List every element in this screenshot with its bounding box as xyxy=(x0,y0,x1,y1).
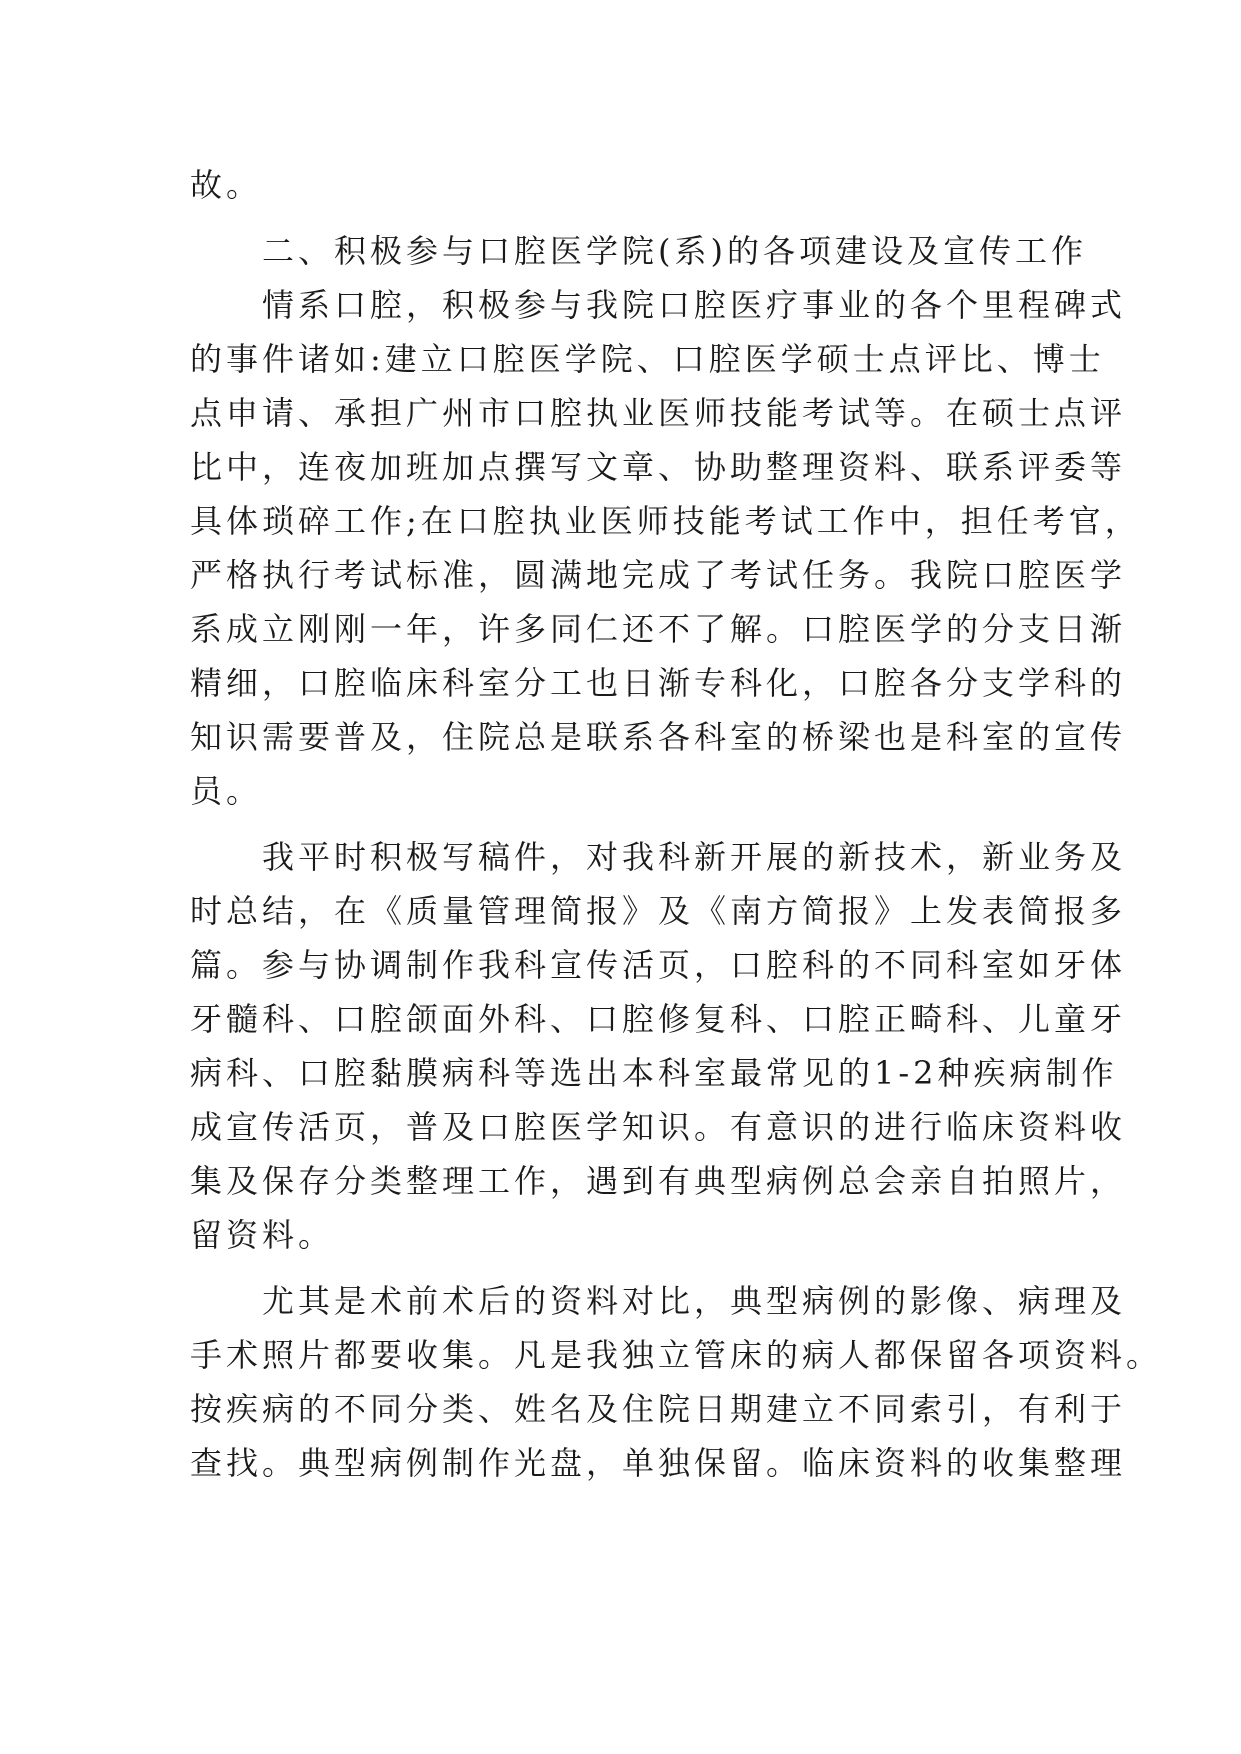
text-line: 尤其是术前术后的资料对比，典型病例的影像、病理及 xyxy=(262,1282,1127,1320)
text-line: 情系口腔，积极参与我院口腔医疗事业的各个里程碑式 xyxy=(262,286,1127,324)
text-line: 牙髓科、口腔颌面外科、口腔修复科、口腔正畸科、儿童牙 xyxy=(190,1000,1127,1038)
text-line: 严格执行考试标准，圆满地完成了考试任务。我院口腔医学 xyxy=(190,556,1127,594)
body-text xyxy=(190,158,1163,1490)
text-line: 点申请、承担广州市口腔执业医师技能考试等。在硕士点评 xyxy=(190,394,1127,432)
text-line: 病科、口腔黏膜病科等选出本科室最常见的1-2种疾病制作 xyxy=(190,1054,1118,1092)
text-line: 系成立刚刚一年，许多同仁还不了解。口腔医学的分支日渐 xyxy=(190,610,1127,648)
text-line: 按疾病的不同分类、姓名及住院日期建立不同索引，有利于 xyxy=(190,1390,1127,1428)
text-line: 查找。典型病例制作光盘，单独保留。临床资料的收集整理 xyxy=(190,1444,1127,1482)
text-line: 的事件诸如:建立口腔医学院、口腔医学硕士点评比、博士 xyxy=(190,340,1105,378)
text-line: 留资料。 xyxy=(190,1216,335,1254)
text-line: 员。 xyxy=(190,772,263,810)
text-line: 故。 xyxy=(190,166,263,204)
text-line: 比中，连夜加班加点撰写文章、协助整理资料、联系评委等 xyxy=(190,448,1127,486)
text-line: 具体琐碎工作;在口腔执业医师技能考试工作中，担任考官， xyxy=(190,502,1141,540)
text-line: 集及保存分类整理工作，遇到有典型病例总会亲自拍照片， xyxy=(190,1162,1127,1200)
text-line: 篇。参与协调制作我科宣传活页，口腔科的不同科室如牙体 xyxy=(190,946,1127,984)
text-line: 时总结，在《质量管理简报》及《南方简报》上发表简报多 xyxy=(190,892,1127,930)
text-line: 二、积极参与口腔医学院(系)的各项建设及宣传工作 xyxy=(262,232,1087,270)
text-line: 知识需要普及，住院总是联系各科室的桥梁也是科室的宣传 xyxy=(190,718,1127,756)
text-line: 我平时积极写稿件，对我科新开展的新技术，新业务及 xyxy=(262,838,1127,876)
text-line: 精细，口腔临床科室分工也日渐专科化，口腔各分支学科的 xyxy=(190,664,1127,702)
text-line: 成宣传活页，普及口腔医学知识。有意识的进行临床资料收 xyxy=(190,1108,1127,1146)
text-line: 手术照片都要收集。凡是我独立管床的病人都保留各项资料。 xyxy=(190,1336,1163,1374)
